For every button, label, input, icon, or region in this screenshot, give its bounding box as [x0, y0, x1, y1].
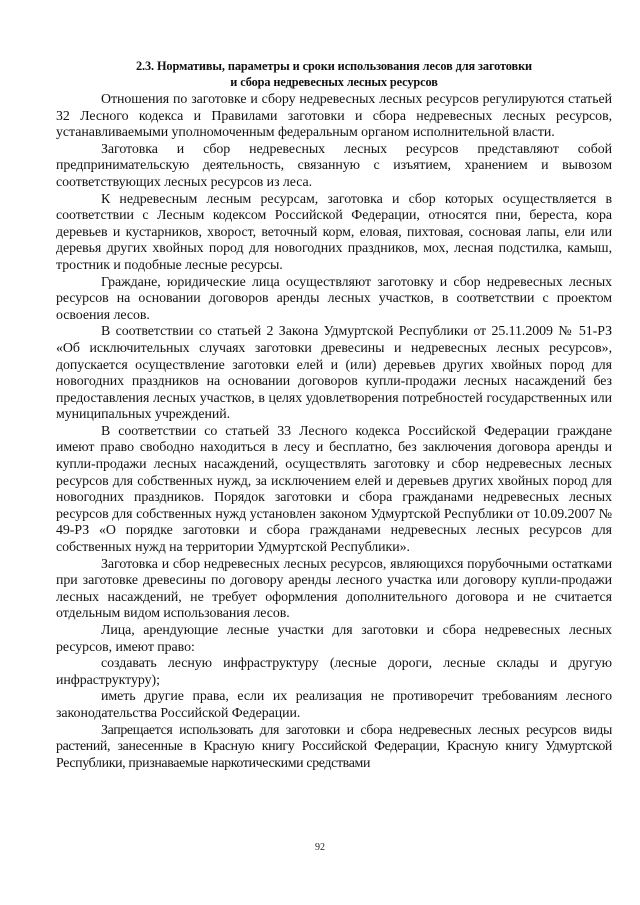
paragraph: Отношения по заготовке и сбору недревесных лесных ресурсов регулируются статьей 32 Лесного кодекса и Правилами заготовки и сбора недревесных лесных ресурсов, устанавливаемыми уполномоченным федеральным органом исполнительной власти. — [56, 92, 612, 141]
paragraph: Запрещается использовать для заготовки и сбора недревесных лесных ресурсов виды растений, занесенные в Красную книгу Российской Федерации, Красную книгу Удмуртской Республики, признаваемые наркотическими средствами — [56, 722, 612, 771]
paragraph: К недревесным лесным ресурсам, заготовка и сбор которых осуществляется в соответствии с Лесным кодексом Российской Федерации, относятся пни, береста, кора деревьев и кустарников, хворост, веточный корм, еловая, пихтовая, сосновая лапы, ели или деревья других хвойных пород для новогодних праздников, мох, лесная подстилка, камыш, тростник и подобные лесные ресурсы. — [56, 191, 612, 273]
section-heading-line2: и сбора недревесных лесных ресурсов — [230, 75, 438, 89]
section-heading-line1: 2.3. Нормативы, параметры и сроки использования лесов для заготовки — [135, 59, 533, 73]
paragraph: Заготовка и сбор недревесных лесных ресурсов представляют собой предпринимательскую деятельность, связанную с изъятием, хранением и вывозом соответствующих лесных ресурсов из леса. — [56, 141, 612, 190]
paragraph: Граждане, юридические лица осуществляют заготовку и сбор недревесных лесных ресурсов на основании договоров аренды лесных участков, в соответствии с проектом освоения лесов. — [56, 274, 612, 323]
document-page — [56, 58, 612, 772]
page-number: 92 — [315, 842, 325, 853]
paragraph: В соответствии со статьей 33 Лесного кодекса Российской Федерации граждане имеют право свободно находиться в лесу и бесплатно, без заключения договора аренды и купли-продажи лесных насаждений, осуществлять заготовку и сбор недревесных лесных ресурсов для собственных нужд, за исключением елей и деревьев других хвойных пород для новогодних праздников. Порядок заготовки и сбора гражданами недревесных лесных ресурсов для собственных нужд установлен законом Удмуртской Республики от 10.09.2007 № 49-РЗ «О порядке заготовки и сбора гражданами недревесных лесных ресурсов для собственных нужд на территории Удмуртской Республики». — [56, 423, 612, 556]
paragraph: Лица, арендующие лесные участки для заготовки и сбора недревесных лесных ресурсов, имеют право: — [56, 623, 612, 655]
paragraph: В соответствии со статьей 2 Закона Удмуртской Республики от 25.11.2009 № 51-РЗ «Об исключительных случаях заготовки древесины и недревесных лесных ресурсов», допускается осуществление заготовки елей и (или) деревьев других хвойных пород для новогодних праздников на основании договоров купли-продажи лесных насаждений без предоставления лесных участков, в целях удовлетворения потребностей государственных или муниципальных учреждений. — [56, 324, 612, 423]
section-heading — [56, 58, 612, 90]
paragraph: создавать лесную инфраструктуру (лесные дороги, лесные склады и другую инфраструктуру); — [56, 656, 612, 688]
paragraph: Заготовка и сбор недревесных лесных ресурсов, являющихся порубочными остатками при заготовке древесины по договору аренды лесного участка или договору купли-продажи лесных насаждений, не требует оформления дополнительного договора и не считается отдельным видом использования лесов. — [56, 556, 612, 622]
paragraph: иметь другие права, если их реализация не противоречит требованиям лесного законодательства Российской Федерации. — [56, 689, 612, 721]
